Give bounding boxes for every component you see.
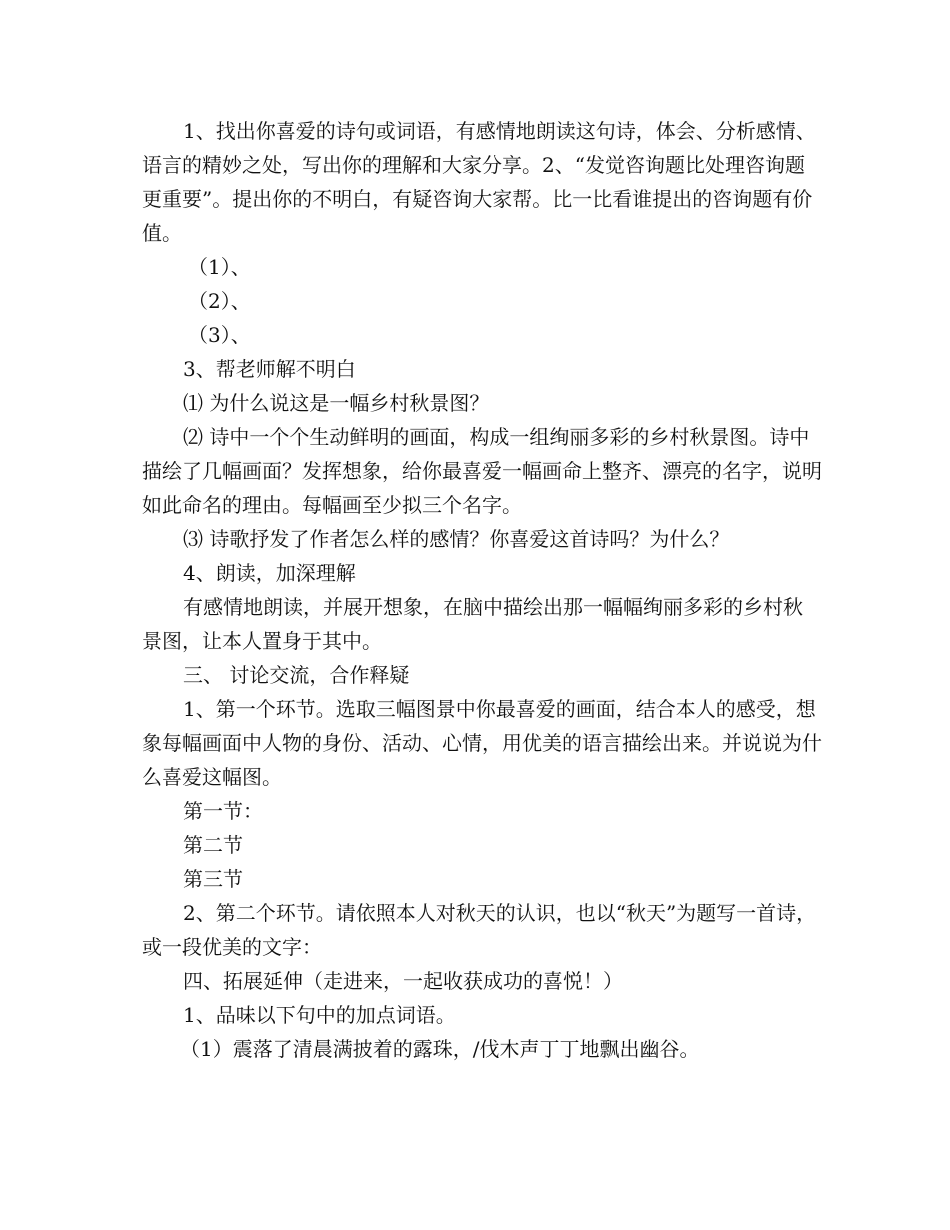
paragraph-section-4-sentence-1: （1）震落了清晨满披着的露珠，/伐木声丁丁地飘出幽谷。	[180, 1037, 700, 1061]
paragraph-task-4-body: 有感情地朗读，并展开想象，在脑中描绘出那一幅幅绚丽多彩的乡村秋景图，让本人置身于其中。	[142, 595, 803, 653]
paragraph-stanza-2: 第二节	[183, 833, 243, 857]
paragraph-task-1-2: 1、找出你喜爱的诗句或词语，有感情地朗读这句诗，体会、分析感情、语言的精妙之处，写出你的理解和大家分享。2、“发觉咨询题比处理咨询题更重要”。提出你的不明白，有疑咨询大家帮。比一比看谁提出的咨询题有价值。	[142, 119, 816, 245]
document-body	[142, 114, 822, 1066]
paragraph-task-3-item-2: ⑵ 诗中一个个生动鲜明的画面，构成一组绚丽多彩的乡村秋景图。诗中描绘了几幅画面？发挥想象，给你最喜爱一幅画命上整齐、漂亮的名字，说明如此命名的理由。每幅画至少拟三个名字。	[142, 425, 822, 517]
paragraph-question-3: （3）、	[188, 323, 251, 347]
paragraph-section-3-step-1: 1、第一个环节。选取三幅图景中你最喜爱的画面，结合本人的感受，想象每幅画面中人物的身份、活动、心情，用优美的语言描绘出来。并说说为什么喜爱这幅图。	[142, 697, 822, 789]
section-3-heading: 三、 讨论交流，合作释疑	[183, 663, 410, 687]
paragraph-stanza-3: 第三节	[183, 867, 243, 891]
paragraph-question-1: （1）、	[188, 255, 251, 279]
paragraph-task-3-item-1: ⑴ 为什么说这是一幅乡村秋景图？	[183, 391, 490, 415]
paragraph-section-4-item-1: 1、品味以下句中的加点词语。	[183, 1003, 456, 1027]
paragraph-section-3-step-2: 2、第二个环节。请依照本人对秋天的认识，也以“秋天”为题写一首诗，或一段优美的文字：	[142, 901, 817, 959]
section-4-heading: 四、拓展延伸（走进来，一起收获成功的喜悦！）	[183, 969, 623, 993]
paragraph-task-3-heading: 3、帮老师解不明白	[183, 357, 356, 381]
paragraph-task-3-item-3: ⑶ 诗歌抒发了作者怎么样的感情？你喜爱这首诗吗？为什么？	[183, 527, 730, 551]
paragraph-stanza-1: 第一节：	[183, 799, 263, 823]
paragraph-question-2: （2）、	[188, 289, 251, 313]
paragraph-task-4-heading: 4、朗读，加深理解	[183, 561, 356, 585]
